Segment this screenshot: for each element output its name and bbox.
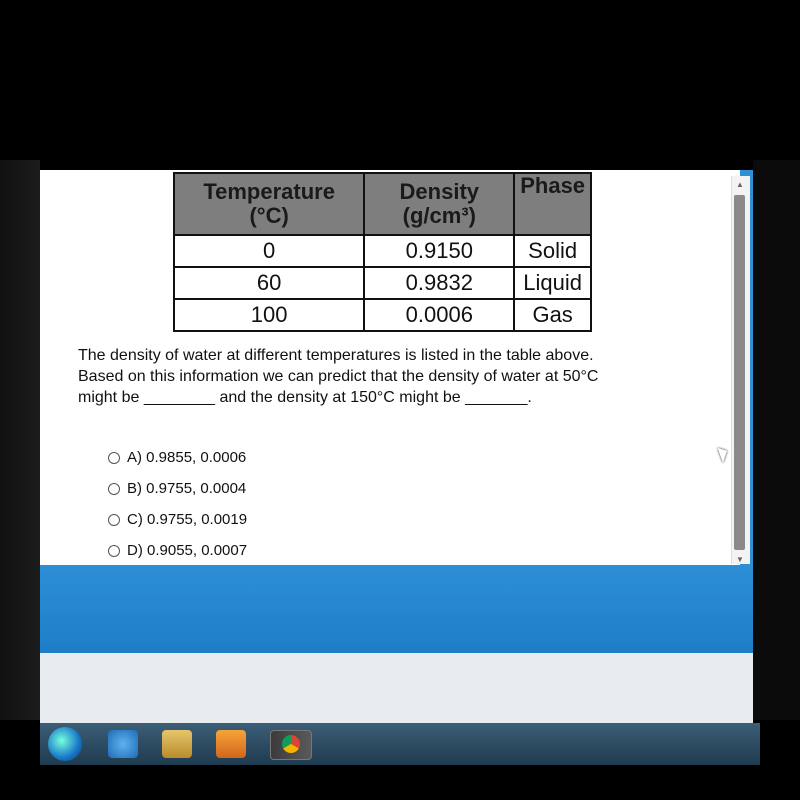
monitor-bezel bbox=[0, 160, 40, 720]
option-c[interactable] bbox=[108, 504, 408, 535]
density-table bbox=[173, 172, 592, 332]
header-density-label: Density bbox=[399, 179, 480, 204]
option-label[interactable]: D) 0.9055, 0.0007 bbox=[127, 542, 248, 559]
question-text bbox=[78, 345, 698, 408]
header-temperature bbox=[174, 173, 364, 235]
option-d[interactable] bbox=[108, 535, 408, 566]
cell-temperature: 0 bbox=[174, 235, 364, 267]
footer-band bbox=[40, 565, 753, 653]
option-a[interactable] bbox=[108, 442, 408, 473]
cell-density: 0.9150 bbox=[364, 235, 514, 267]
question-line: might be ________ and the density at 150°C might be _______. bbox=[78, 389, 532, 406]
internet-explorer-icon[interactable] bbox=[108, 730, 138, 758]
header-temperature-label: Temperature bbox=[203, 179, 335, 204]
option-label[interactable]: B) 0.9755, 0.0004 bbox=[127, 480, 247, 497]
cell-density: 0.9832 bbox=[364, 267, 514, 299]
option-b[interactable] bbox=[108, 473, 408, 504]
cell-phase: Solid bbox=[514, 235, 591, 267]
table-row bbox=[174, 267, 591, 299]
table-header-row bbox=[174, 173, 591, 235]
radio-button[interactable] bbox=[108, 514, 120, 526]
header-density-unit: (g/cm³) bbox=[402, 203, 476, 228]
page-bottom-area bbox=[40, 653, 753, 723]
scroll-up-icon[interactable]: ▲ bbox=[736, 180, 744, 189]
radio-button[interactable] bbox=[108, 545, 120, 557]
cell-phase: Gas bbox=[514, 299, 591, 331]
scrollbar-thumb[interactable] bbox=[734, 195, 745, 550]
taskbar bbox=[40, 723, 760, 765]
header-temperature-unit: (°C) bbox=[249, 203, 289, 228]
header-phase-label: Phase bbox=[520, 173, 586, 198]
table-row bbox=[174, 235, 591, 267]
answer-options bbox=[108, 442, 408, 566]
table-row bbox=[174, 299, 591, 331]
chrome-icon bbox=[282, 735, 300, 753]
question-line: Based on this information we can predict that the density of water at 50°C bbox=[78, 368, 599, 385]
scroll-down-icon[interactable]: ▼ bbox=[736, 555, 744, 564]
monitor-bottom-bezel bbox=[0, 765, 800, 800]
cell-temperature: 100 bbox=[174, 299, 364, 331]
radio-button[interactable] bbox=[108, 452, 120, 464]
monitor-bezel-right bbox=[753, 160, 800, 720]
cell-phase: Liquid bbox=[514, 267, 591, 299]
cell-temperature: 60 bbox=[174, 267, 364, 299]
file-explorer-icon[interactable] bbox=[162, 730, 192, 758]
radio-button[interactable] bbox=[108, 483, 120, 495]
media-player-icon[interactable] bbox=[216, 730, 246, 758]
option-label[interactable]: C) 0.9755, 0.0019 bbox=[127, 511, 248, 528]
header-phase bbox=[514, 173, 591, 235]
question-line: The density of water at different temperatures is listed in the table above. bbox=[78, 347, 594, 364]
option-label[interactable]: A) 0.9855, 0.0006 bbox=[127, 449, 247, 466]
cell-density: 0.0006 bbox=[364, 299, 514, 331]
windows-start-icon[interactable] bbox=[48, 727, 82, 761]
header-density bbox=[364, 173, 514, 235]
